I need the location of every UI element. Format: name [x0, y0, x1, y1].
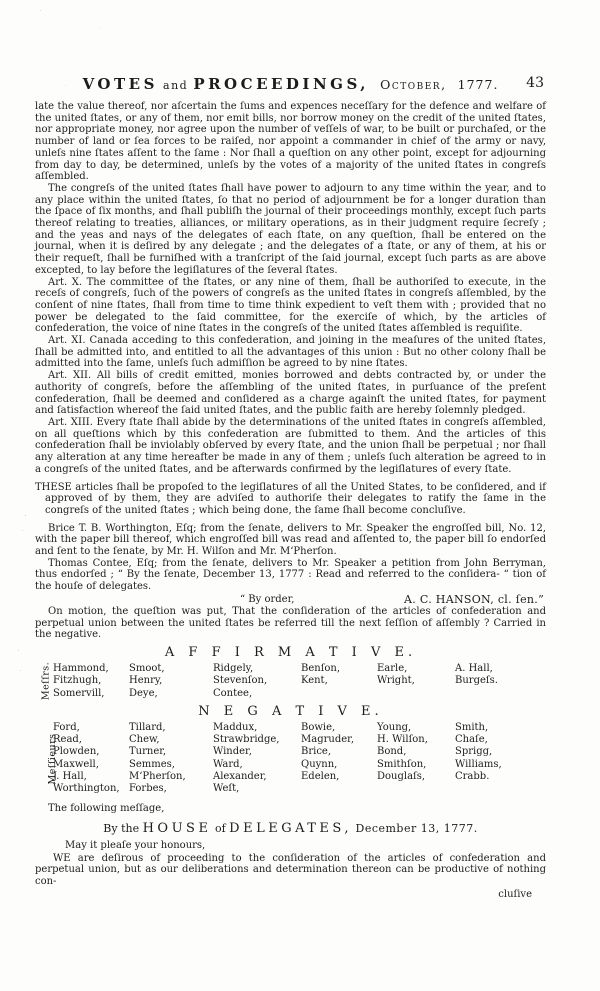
paragraph-congress-adjourn: The congreſs of the united ſtates ſhall have power to adjourn to any time within the year, and to any place within the united ſtates, ſo that no period of adjournment be for a longer duration than the ſpace of ſix months, and ſhall publiſh the journal of their proceedings monthly, except ſuch parts thereof relating to treaties, alliances, or military operations, as in their judgment require ſecreſy ; and the yeas and nays of the delegates of each ſtate, on any queſtion, ſhall be entered on the journal, when it is deſired by any delegate ; and the delegates of a ſtate, or any of them, at his or their requeſt, ſhall be furniſhed with a tranſcript of the ſaid journal, except ſuch parts as are above excepted, to lay before the legiſlatures of the ſeveral ſtates. [35, 182, 546, 276]
name-entry: Maxwell, [53, 758, 99, 770]
name-entry: J. Hall, [53, 771, 87, 783]
name-entry: Fitzhugh, [53, 675, 102, 687]
paragraph-these-articles: THESE articles ſhall be propoſed to the legiſlatures of all the United States, to be conſidered, and if approved of by them, they are adviſed to authoriſe their delegates to ratify the ſame in the congreſs of the united ſtates ; which being done, the ſame ſhall become concluſive. [35, 481, 546, 516]
negative-column-3 [213, 722, 301, 796]
journal-title-and: and [163, 79, 189, 92]
messrs-label: Meſſrs. [40, 662, 52, 701]
name-entry: Douglaſs, [377, 771, 426, 783]
name-entry: Winder, [213, 746, 252, 758]
paragraph-worthington-bill: Brice T. B. Worthington, Eſq; from the ſenate, delivers to Mr. Speaker the engroſſed bill, No. 12, with the paper bill thereof, which engroſſed bill was read and aſſented to, the paper bill ſo endorſed and ſent to the ſenate, by Mr. H. Wilſon and Mr. M‘Pherſon. [35, 522, 546, 558]
affirmative-table [40, 662, 546, 701]
affirmative-column-1 [53, 663, 129, 700]
name-entry: Stevenſon, [213, 675, 268, 687]
name-entry: Semmes, [129, 758, 175, 770]
name-entry: Ridgely, [213, 662, 254, 674]
name-entry: Alexander, [213, 771, 267, 783]
name-entry: Williams, [455, 758, 502, 770]
journal-month: October, [380, 77, 447, 92]
negative-table [47, 721, 546, 796]
journal-year: 1777. [457, 77, 499, 92]
page-content [35, 74, 546, 901]
name-entry: Smoot, [129, 662, 165, 674]
house-heading-delegates: DELEGATES, [229, 820, 352, 836]
name-entry: Worthington, [53, 783, 120, 795]
affirmative-column-3 [213, 663, 301, 700]
name-entry: Kent, [301, 675, 328, 687]
name-entry: Crabb. [455, 771, 490, 783]
paragraph-article-13: Art. XIII. Every ſtate ſhall abide by the determinations of the united ſtates in congreſs aſſembled, on all queſtions which by this confederation are ſubmitted to them. And the articles of this confederation ſhall be inviolably obſerved by every ſtate, and the union ſhall be perpetual ; nor ſhall any alteration at any time hereafter be made in any of them ; unleſs ſuch alteration be agreed to in a congreſs of the united ſtates, and be afterwards confirmed by the legiſlatures of every ſtate. [35, 416, 546, 475]
negative-column-5 [377, 722, 455, 796]
journal-title-proceedings: PROCEEDINGS, [193, 75, 369, 93]
paragraph-article-12: Art. XII. All bills of credit emitted, monies borrowed and debts contracted by, or under the authority of congreſs, before the aſſembling of the united ſtates, in purſuance of the preſent confederation, ſhall be deemed and conſidered as a charge againſt the united ſtates, for payment and ſatisfaction whereof the ſaid united ſtates, and the public faith are hereby ſolemnly pledged. [35, 370, 546, 417]
name-entry: Somervill, [53, 687, 105, 699]
name-entry: Forbes, [129, 783, 167, 795]
following-message-line: The following meſſage, [48, 802, 165, 814]
name-entry: Chaſe, [455, 734, 488, 746]
paragraph-continuation: late the value thereof, nor aſcertain the ſums and expences neceſſary for the defence and welfare of the united ſtates, or any of them, nor emit bills, nor borrow money on the credit of the united ſtates, nor appropriate money, nor agree upon the number of veſſels of war, to be built or purchaſed, or the number of land or ſea forces to be raiſed, nor appoint a commander in chief of the army or navy, unleſs nine ſtates aſſent to the ſame : Nor ſhall a queſtion on any other point, except for adjourning from day to day, be determined, unleſs by the votes of a majority of the united ſtates in congreſs aſſembled. [35, 101, 546, 183]
paragraph-article-10: Art. X. The committee of the ſtates, or any nine of them, ſhall be authoriſed to execute, in the receſs of congreſs, ſuch of the powers of congreſs as the united ſtates in congreſs aſſembled, by the conſent of nine ſtates, ſhall from time to time think expedient to veſt them with ; provided that no power be delegated to the ſaid committee, for the exerciſe of which, by the articles of confederation, the voice of nine ſtates in the congreſs of the united ſtates aſſembled is requiſite. [35, 276, 546, 335]
name-entry: Ward, [213, 758, 243, 770]
name-entry: Wright, [377, 675, 415, 687]
house-heading-date: December 13, 1777. [355, 821, 478, 835]
name-entry: Burgeſs. [455, 675, 498, 687]
name-entry: Strawbridge, [213, 734, 280, 746]
affirmative-column-6 [455, 663, 546, 700]
paragraph-contee-petition: Thomas Contee, Eſq; from the ſenate, delivers to Mr. Speaker a petition from John Berryman, thus endorſed ; “ By the ſenate, December 13, 1777 : Read and referred to the conſidera- “ tion of the houſe of delegates. [35, 557, 546, 593]
name-entry: Smith, [455, 721, 489, 733]
name-entry: Deye, [129, 687, 158, 699]
paragraph-motion-question: On motion, the queſtion was put, That the conſideration of the articles of confederation and perpetual union between the united ſtates be referred till the next ſeſſion of aſſembly ? Carried in the negative. [35, 605, 546, 641]
name-entry: Ford, [53, 721, 80, 733]
message-body: WE are deſirous of proceeding to the conſideration of the articles of confederation and perpetual union, but as our deliberations and determination thereon can be productive of nothing con- [35, 852, 546, 888]
order-attestation-line [35, 593, 546, 606]
name-entry: Magruder, [301, 734, 355, 746]
name-entry: Quynn, [301, 758, 338, 770]
negative-heading: N E G A T I V E. [198, 703, 383, 719]
name-entry: Maddux, [213, 721, 258, 733]
name-entry: H. Wilſon, [377, 734, 428, 746]
page-number: 43 [526, 75, 544, 91]
name-entry: Brice, [301, 746, 332, 758]
negative-section [35, 704, 546, 796]
name-entry: Sprigg, [455, 746, 493, 758]
name-entry: Bond, [377, 746, 407, 758]
name-entry: A. Hall, [455, 662, 493, 674]
affirmative-section [35, 645, 546, 700]
house-heading-of: of [214, 821, 226, 835]
name-entry: Turner, [129, 746, 167, 758]
negative-column-1 [53, 722, 129, 796]
catchword: cluſive [498, 888, 532, 900]
message-salutation: May it pleaſe your honours, [65, 839, 206, 851]
name-entry: Weſt, [213, 783, 240, 795]
name-entry: Earle, [377, 662, 408, 674]
affirmative-column-2 [129, 663, 213, 700]
name-entry: Young, [377, 721, 412, 733]
name-entry: Bowie, [301, 721, 336, 733]
house-heading-house: HOUSE [142, 820, 212, 836]
name-entry: Chew, [129, 734, 160, 746]
name-entry: Smithſon, [377, 758, 427, 770]
negative-column-6 [455, 722, 546, 796]
negative-name-grid [53, 722, 546, 796]
house-heading-by-the: By the [103, 821, 140, 835]
name-entry: Contee, [213, 687, 253, 699]
journal-title-votes: VOTES [82, 75, 158, 93]
affirmative-heading: A F F I R M A T I V E. [164, 644, 417, 660]
name-entry: Benſon, [301, 662, 341, 674]
name-entry: Hammond, [53, 662, 109, 674]
name-entry: Read, [53, 734, 82, 746]
messieurs-label: Meſſieurs [47, 733, 59, 785]
negative-column-2 [129, 722, 213, 796]
house-of-delegates-heading [35, 821, 546, 836]
name-entry: Plowden, [53, 746, 100, 758]
name-entry: Edelen, [301, 771, 340, 783]
affirmative-column-5 [377, 663, 455, 700]
name-entry: Henry, [129, 675, 163, 687]
affirmative-name-grid [53, 663, 546, 700]
scan-speckles [40, 10, 41, 11]
paragraph-article-11: Art. XI. Canada acceding to this confederation, and joining in the meaſures of the united ſtates, ſhall be admitted into, and entitled to all the advantages of this union : But no other colony ſhall be admitted into the ſame, unleſs ſuch admiſſion be agreed to by nine ſtates. [35, 335, 546, 370]
clerk-signature: A. C. HANSON, cl. ſen.” [404, 592, 544, 606]
page-header [35, 74, 546, 93]
name-entry: Tillard, [129, 721, 166, 733]
affirmative-column-4 [301, 663, 377, 700]
name-entry: M‘Pherſon, [129, 771, 186, 783]
negative-column-4 [301, 722, 377, 796]
by-order-label: “ By order, [240, 593, 295, 605]
